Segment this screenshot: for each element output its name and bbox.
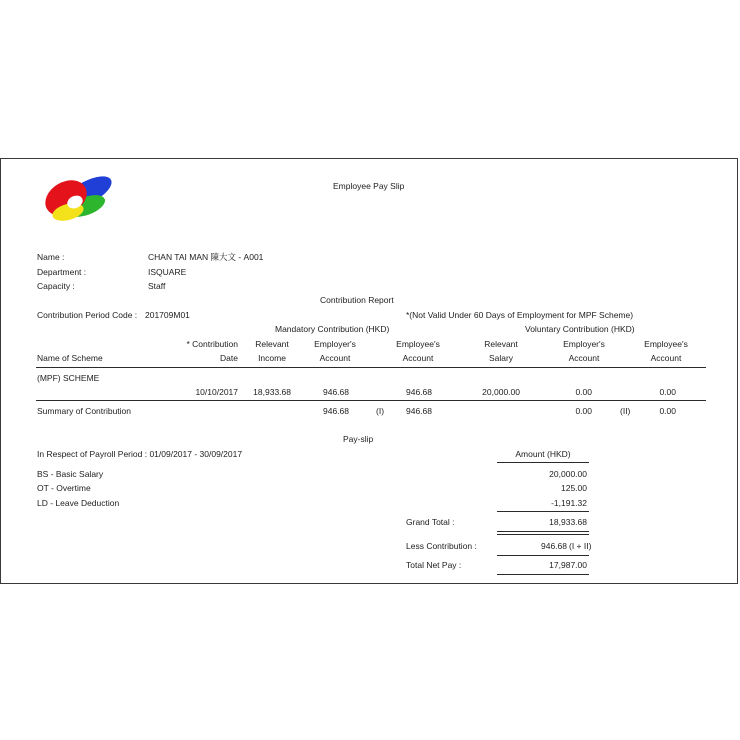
col-date-header-2: Date: [220, 353, 238, 363]
item-amount: 125.00: [561, 483, 587, 493]
summary-marker-ii: (II): [620, 406, 631, 416]
col-ee-header-1: Employee's: [396, 339, 440, 349]
row-er: 946.68: [323, 387, 349, 397]
col-ee-header-2: Account: [402, 353, 434, 363]
capacity-value: Staff: [148, 281, 166, 291]
department-value: ISQUARE: [148, 267, 187, 277]
department-label: Department :: [37, 267, 87, 277]
grand-total-label: Grand Total :: [406, 517, 455, 527]
col-vee-header-2: Account: [650, 353, 682, 363]
summary-divider: [36, 400, 706, 401]
name-label: Name :: [37, 252, 65, 262]
col-salary-header-2: Salary: [488, 353, 514, 363]
col-ver-header-1: Employer's: [563, 339, 605, 349]
net-pay-line-bottom: [497, 574, 589, 575]
header-divider: [36, 367, 706, 368]
less-contribution-value: 946.68: [541, 541, 567, 551]
col-date-header-1: * Contribution: [186, 339, 238, 349]
net-pay-line-top: [497, 555, 589, 556]
item-amount: -1,191.32: [551, 498, 587, 508]
payroll-period: In Respect of Payroll Period : 01/09/2017 - 30/09/2017: [37, 449, 243, 459]
summary-ee: 946.68: [406, 406, 432, 416]
contribution-report-title: Contribution Report: [320, 295, 394, 305]
contribution-period-value: 201709M01: [145, 310, 190, 320]
item-label: BS - Basic Salary: [37, 469, 104, 479]
scheme-name: (MPF) SCHEME: [37, 373, 100, 383]
col-income-header-1: Relevant: [255, 339, 289, 349]
voluntary-header: Voluntary Contribution (HKD): [525, 324, 635, 334]
page-title: Employee Pay Slip: [333, 181, 405, 191]
name-value: CHAN TAI MAN 陳大文 - A001: [148, 252, 264, 262]
payslip-title: Pay-slip: [343, 434, 374, 444]
col-vee-header-1: Employee's: [644, 339, 688, 349]
row-vee: 0.00: [659, 387, 676, 397]
summary-er: 946.68: [323, 406, 349, 416]
row-salary: 20,000.00: [482, 387, 520, 397]
less-contribution-note: (I + II): [569, 541, 592, 551]
item-label: OT - Overtime: [37, 483, 91, 493]
col-er-header-1: Employer's: [314, 339, 356, 349]
capacity-label: Capacity :: [37, 281, 75, 291]
contribution-period-label: Contribution Period Code :: [37, 310, 138, 320]
summary-marker-i: (I): [376, 406, 385, 416]
col-salary-header-1: Relevant: [484, 339, 518, 349]
grand-total-line-2: [497, 534, 589, 535]
company-logo: [44, 172, 116, 224]
grand-total-line-top: [497, 511, 589, 512]
net-pay-label: Total Net Pay :: [406, 560, 462, 570]
amount-header-underline: [497, 462, 589, 463]
col-scheme-header: Name of Scheme: [37, 353, 103, 363]
mpf-note: *(Not Valid Under 60 Days of Employment for MPF Scheme): [406, 310, 634, 320]
net-pay-value: 17,987.00: [549, 560, 587, 570]
summary-label: Summary of Contribution: [37, 406, 132, 416]
less-contribution-label: Less Contribution :: [406, 541, 477, 551]
item-amount: 20,000.00: [549, 469, 587, 479]
row-ver: 0.00: [575, 387, 592, 397]
item-label: LD - Leave Deduction: [37, 498, 120, 508]
col-er-header-2: Account: [319, 353, 351, 363]
row-date: 10/10/2017: [195, 387, 238, 397]
grand-total-value: 18,933.68: [549, 517, 587, 527]
col-income-header-2: Income: [258, 353, 286, 363]
grand-total-line-1: [497, 531, 589, 532]
amount-header: Amount (HKD): [515, 449, 571, 459]
summary-vee: 0.00: [659, 406, 676, 416]
row-ee: 946.68: [406, 387, 432, 397]
summary-ver: 0.00: [575, 406, 592, 416]
row-income: 18,933.68: [253, 387, 291, 397]
mandatory-header: Mandatory Contribution (HKD): [275, 324, 390, 334]
col-ver-header-2: Account: [568, 353, 600, 363]
